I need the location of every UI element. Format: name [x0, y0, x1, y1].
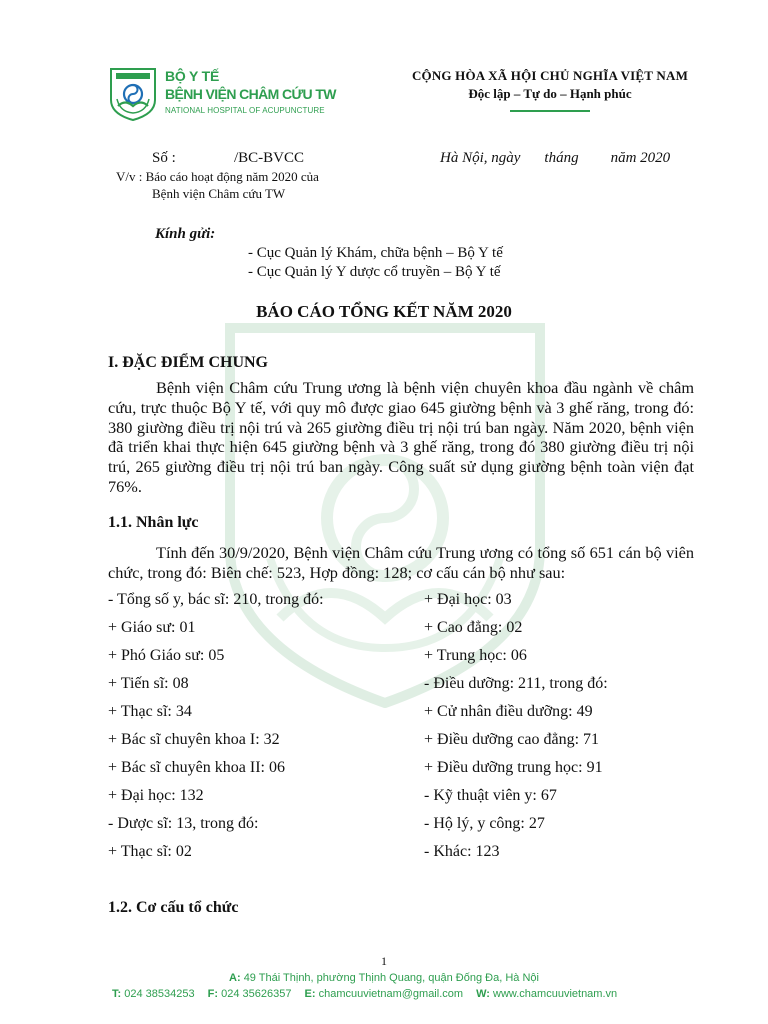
staff-list-item: - Điều dưỡng: 211, trong đó: — [424, 675, 608, 692]
staff-list-item: + Tiến sĩ: 08 — [108, 675, 189, 692]
footer-contacts — [112, 988, 627, 1000]
staff-list-item: + Điều dưỡng trung học: 91 — [424, 759, 603, 776]
footer-tel-label: T: — [112, 988, 122, 1000]
national-motto: Độc lập – Tự do – Hạnh phúc — [468, 86, 632, 101]
section-heading: I. ĐẶC ĐIỂM CHUNG — [108, 354, 268, 371]
footer-web-label: W: — [476, 988, 490, 1000]
paragraph-text: Bệnh viện Châm cứu Trung ương là bệnh viện chuyên khoa đầu ngành về châm cứu, trực thuộc Bộ Y tế, với quy mô được giao 645 giường bệnh và 3 ghế răng, trong đó: 380 giường điều trị nội trú và 265 giường điều trị nội trú ban ngày. Năm 2020, bệnh viện đã triển khai thực hiện 645 giường bệnh và 3 ghế răng, trong đó 380 giường điều trị nội trú, 265 giường điều trị nội trú ban ngày. Công suất sử dụng giường bệnh toàn viện đạt 76%. — [108, 378, 694, 496]
place-date-part: tháng — [544, 150, 579, 166]
staff-list-item: + Bác sĩ chuyên khoa II: 06 — [108, 759, 285, 776]
logo-english-name: NATIONAL HOSPITAL OF ACUPUNCTURE — [165, 106, 325, 115]
logo-ministry-text: BỘ Y TẾ — [165, 68, 220, 84]
staff-list-item: + Bác sĩ chuyên khoa I: 32 — [108, 731, 280, 748]
footer-fax-label: F: — [207, 988, 219, 1000]
place-date-part: Hà Nội, ngày — [440, 150, 521, 166]
recipient-item: - Cục Quản lý Y dược cổ truyền – Bộ Y tế — [248, 264, 501, 280]
motto-underline — [510, 110, 590, 112]
national-title: CỘNG HÒA XÃ HỘI CHỦ NGHĨA VIỆT NAM — [411, 68, 689, 83]
report-title: BÁO CÁO TỔNG KẾT NĂM 2020 — [256, 302, 512, 321]
staff-list-item: - Kỹ thuật viên y: 67 — [424, 787, 557, 804]
staff-list-item: + Đại học: 03 — [424, 591, 512, 608]
staff-list-item: + Thạc sĩ: 34 — [108, 703, 192, 720]
staff-list-item: + Trung học: 06 — [424, 647, 527, 664]
subsection-heading: 1.1. Nhân lực — [108, 514, 199, 531]
staff-list-item: - Tổng số y, bác sĩ: 210, trong đó: — [108, 591, 324, 608]
subsection-heading: 1.2. Cơ cấu tổ chức — [108, 899, 239, 916]
staff-list-item: - Khác: 123 — [424, 843, 500, 860]
staff-list-item: + Đại học: 132 — [108, 787, 204, 804]
footer-tel: 024 38534253 — [124, 988, 195, 1000]
staff-list-item: - Hộ lý, y công: 27 — [424, 815, 545, 832]
footer-email-link[interactable]: chamcuuvietnam@gmail.com — [318, 988, 464, 1000]
document-number-code: /BC-BVCC — [234, 150, 305, 166]
staff-list-item: - Dược sĩ: 13, trong đó: — [108, 815, 259, 832]
logo-hospital-name: BỆNH VIỆN CHÂM CỨU TW — [165, 86, 336, 102]
document-number — [152, 150, 305, 167]
document-number-label: Số : — [152, 150, 176, 166]
staff-list-item: + Phó Giáo sư: 05 — [108, 647, 225, 664]
staff-list-item: + Giáo sư: 01 — [108, 619, 196, 636]
footer-address-text: 49 Thái Thịnh, phường Thịnh Quang, quận Đống Đa, Hà Nội — [243, 972, 539, 984]
subject-line: Bệnh viện Châm cứu TW — [152, 186, 286, 201]
page-number: 1 — [381, 954, 387, 968]
subsection-paragraph — [108, 543, 694, 583]
staff-list-item: + Cử nhân điều dưỡng: 49 — [424, 703, 593, 720]
footer-web-link[interactable]: www.chamcuuvietnam.vn — [493, 988, 618, 1000]
hospital-emblem-icon — [108, 66, 158, 122]
footer-address-label: A: — [229, 972, 241, 984]
staff-list-item: + Cao đẳng: 02 — [424, 619, 523, 636]
hospital-logo — [108, 64, 368, 126]
recipient-item: - Cục Quản lý Khám, chữa bệnh – Bộ Y tế — [248, 245, 503, 261]
section-paragraph — [108, 378, 694, 497]
place-and-date — [440, 150, 670, 167]
footer-fax: 024 35626357 — [221, 988, 292, 1000]
recipients-label: Kính gửi: — [155, 226, 216, 242]
subject-line: V/v : Báo cáo hoạt động năm 2020 của — [116, 169, 319, 184]
footer-address — [0, 972, 768, 984]
staff-list-item: + Thạc sĩ: 02 — [108, 843, 192, 860]
footer-email-label: E: — [304, 988, 316, 1000]
place-date-part: năm 2020 — [610, 150, 671, 166]
staff-list-item: + Điều dưỡng cao đẳng: 71 — [424, 731, 600, 748]
paragraph-text: Tính đến 30/9/2020, Bệnh viện Châm cứu Trung ương có tổng số 651 cán bộ viên chức, trong đó: Biên chế: 523, Hợp đồng: 128; cơ cấu cán bộ như sau: — [108, 543, 694, 582]
